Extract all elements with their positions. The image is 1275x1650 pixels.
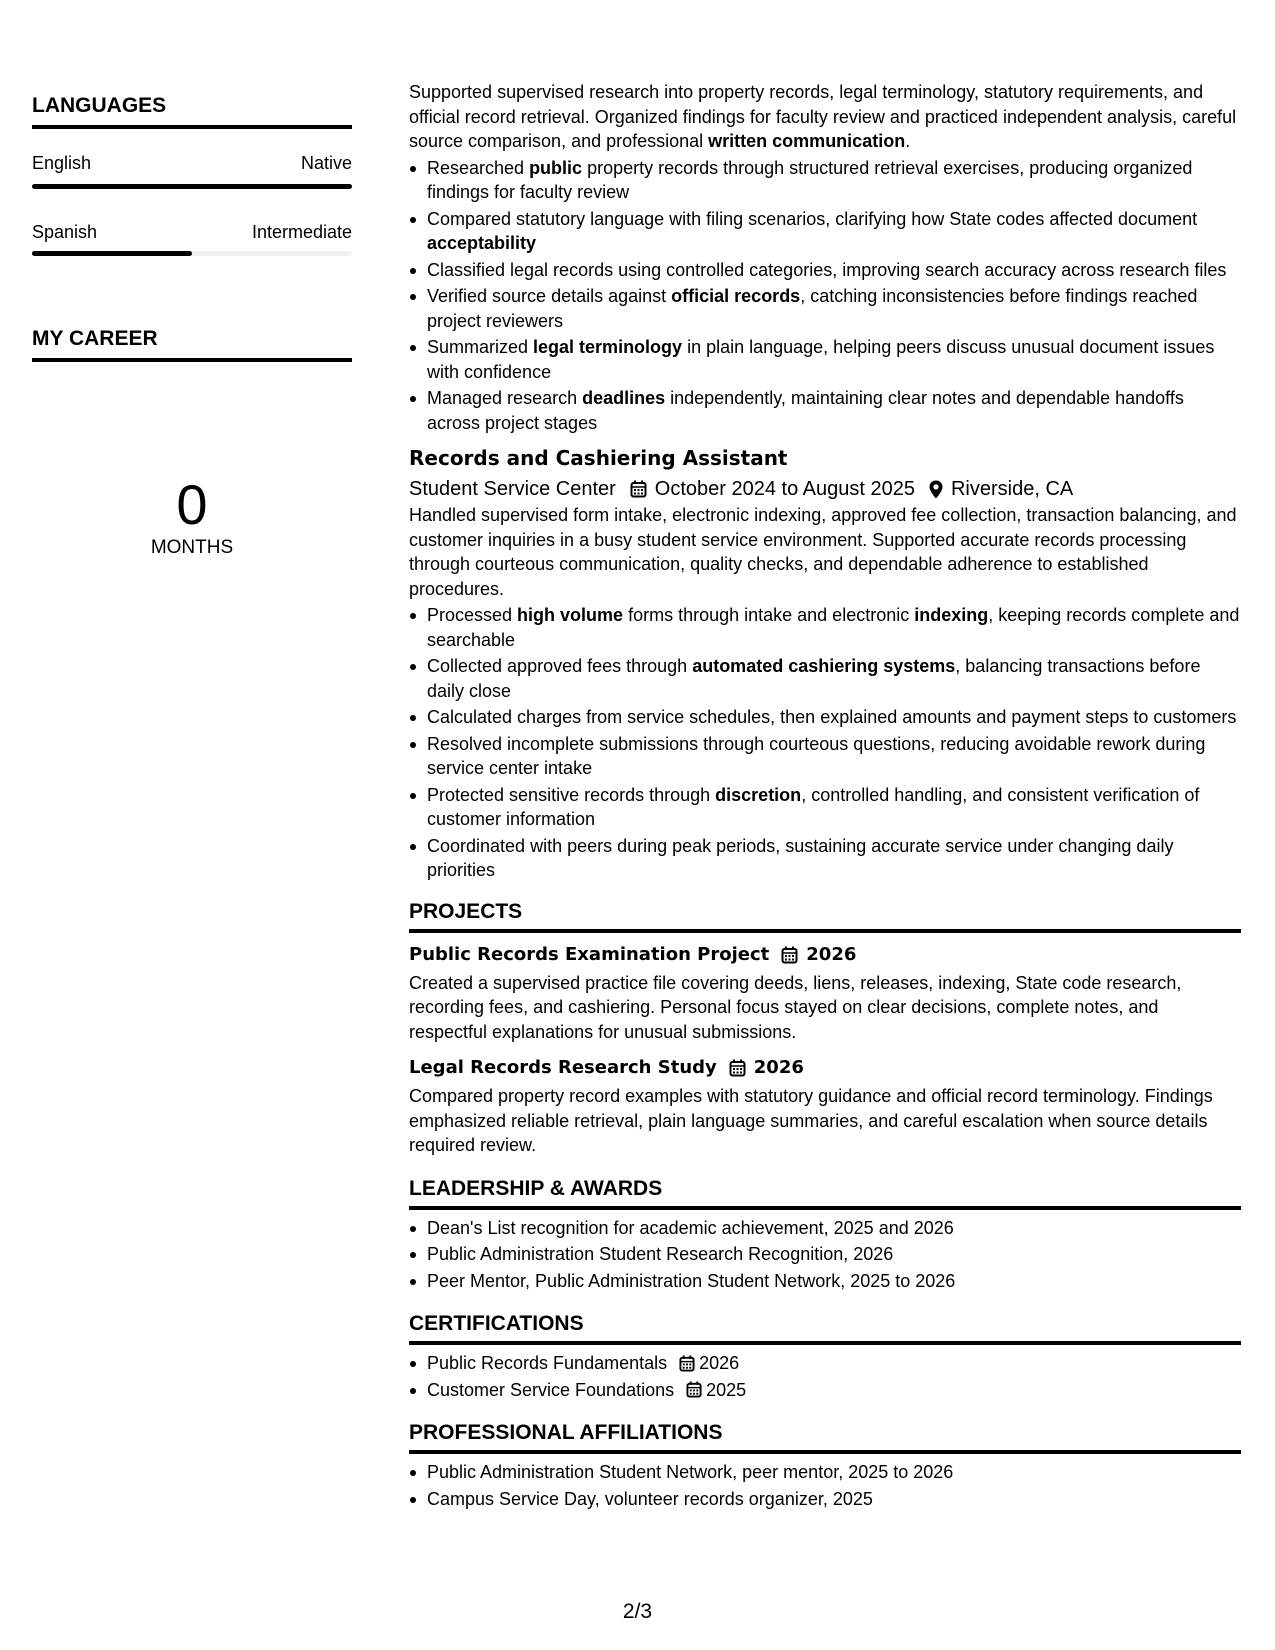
job-meta: [409, 475, 1241, 503]
leadership-heading: LEADERSHIP & AWARDS: [409, 1176, 1241, 1210]
project-year: 2026: [753, 1057, 804, 1078]
certification-name: Customer Service Foundations: [427, 1379, 675, 1400]
career-heading: MY CAREER: [32, 326, 352, 362]
list-item: Classified legal records using controlled categories, improving search accuracy across research files: [427, 258, 1241, 283]
job-bullets: [409, 603, 1241, 883]
project-name: Public Records Examination Project: [409, 943, 770, 965]
certifications-section: [409, 1311, 1241, 1402]
project-name: Legal Records Research Study: [409, 1057, 717, 1078]
list-item: Dean's List recognition for academic achievement, 2025 and 2026: [427, 1216, 1241, 1241]
language-item: [32, 152, 352, 189]
job-bullets: [409, 156, 1241, 436]
certification-year: 2025: [706, 1379, 747, 1400]
language-proficiency-fill: [32, 184, 352, 189]
language-name: Spanish: [32, 222, 98, 242]
language-item: [32, 221, 352, 256]
list-item: Verified source details against official records, catching inconsistencies before findings reached project reviewers: [427, 284, 1241, 333]
language-level: Native: [300, 153, 352, 173]
list-item: Collected approved fees through automated cashiering systems, balancing transactions before daily close: [427, 654, 1241, 703]
language-level: Intermediate: [251, 222, 352, 242]
job-title: Records and Cashiering Assistant: [409, 446, 788, 470]
language-proficiency-bar: [32, 184, 352, 189]
list-item: Processed high volume forms through intake and electronic indexing, keeping records complete and searchable: [427, 603, 1241, 652]
certifications-list: [409, 1351, 1241, 1402]
certification-name: Public Records Fundamentals: [427, 1353, 668, 1373]
leadership-list: [409, 1216, 1241, 1294]
projects-heading: PROJECTS: [409, 899, 1241, 933]
language-name: English: [32, 153, 92, 173]
calendar-icon: [729, 1059, 746, 1077]
affiliations-section: [409, 1420, 1241, 1511]
project-description: Compared property record examples with statutory guidance and official record terminology. Findings emphasized reliable retrieval, plain language summaries, and careful escalation when source details required review.: [409, 1086, 1213, 1155]
job-employer: Student Service Center: [409, 478, 616, 500]
project-description: Created a supervised practice file covering deeds, liens, releases, indexing, State code research, recording fees, and cashiering. Personal focus stayed on clear decisions, complete notes, and respectful explanations for unusual submissions.: [409, 972, 1182, 1042]
project-item: [409, 1056, 1241, 1158]
page-number: 2/3: [622, 1600, 653, 1623]
list-item: Resolved incomplete submissions through courteous questions, reducing avoidable rework during service center intake: [427, 732, 1241, 781]
experience-research: [409, 80, 1241, 435]
job-summary: Handled supervised form intake, electronic indexing, approved fee collection, transaction balancing, and customer inquiries in a busy student service environment. Supported accurate records processing through courteous communication, quality checks, and dependable adherence to established procedures.: [409, 505, 1237, 599]
language-proficiency-bar: [32, 251, 352, 256]
calendar-icon: [686, 1381, 702, 1398]
projects-section: [409, 899, 1241, 1158]
languages-heading: LANGUAGES: [32, 93, 352, 129]
list-item: Public Administration Student Network, peer mentor, 2025 to 2026: [427, 1460, 1241, 1485]
language-proficiency-fill: [32, 251, 192, 256]
list-item: Researched public property records through structured retrieval exercises, producing organized findings for faculty review: [427, 156, 1241, 205]
calendar-icon: [781, 946, 798, 964]
experience-cashiering: [409, 445, 1241, 883]
list-item: [427, 1378, 1241, 1403]
affiliations-heading: PROFESSIONAL AFFILIATIONS: [409, 1420, 1241, 1454]
list-item: [427, 1351, 1241, 1376]
list-item: Managed research deadlines independently, maintaining clear notes and dependable handoffs across project stages: [427, 386, 1241, 435]
list-item: Protected sensitive records through discretion, controlled handling, and consistent verification of customer information: [427, 783, 1241, 832]
project-year: 2026: [806, 943, 857, 965]
list-item: Peer Mentor, Public Administration Student Network, 2025 to 2026: [427, 1269, 1241, 1294]
calendar-icon: [679, 1355, 695, 1372]
list-item: Coordinated with peers during peak periods, sustaining accurate service under changing daily priorities: [427, 834, 1241, 883]
career-months-unit: MONTHS: [150, 537, 234, 558]
certification-year: 2026: [699, 1353, 740, 1373]
leadership-section: [409, 1176, 1241, 1294]
main-content: [409, 80, 1241, 1511]
project-item: [409, 943, 1241, 1045]
list-item: Campus Service Day, volunteer records organizer, 2025: [427, 1487, 1241, 1512]
job-location: Riverside, CA: [950, 478, 1074, 500]
list-item: Public Administration Student Research Recognition, 2026: [427, 1242, 1241, 1267]
list-item: Compared statutory language with filing scenarios, clarifying how State codes affected document acceptability: [427, 207, 1241, 256]
sidebar: [32, 93, 352, 559]
list-item: Summarized legal terminology in plain language, helping peers discuss unusual document issues with confidence: [427, 335, 1241, 384]
job-dates: October 2024 to August 2025: [654, 478, 915, 500]
job-summary: Supported supervised research into property records, legal terminology, statutory requirements, and official record retrieval. Organized findings for faculty review and practiced independent analysis, careful source comparison, and professional written communication.: [409, 82, 1237, 151]
map-pin-icon: [929, 480, 943, 499]
career-months-value: 0: [176, 473, 208, 536]
affiliations-list: [409, 1460, 1241, 1511]
certifications-heading: CERTIFICATIONS: [409, 1311, 1241, 1345]
list-item: Calculated charges from service schedules, then explained amounts and payment steps to customers: [427, 705, 1241, 730]
calendar-icon: [630, 480, 647, 498]
